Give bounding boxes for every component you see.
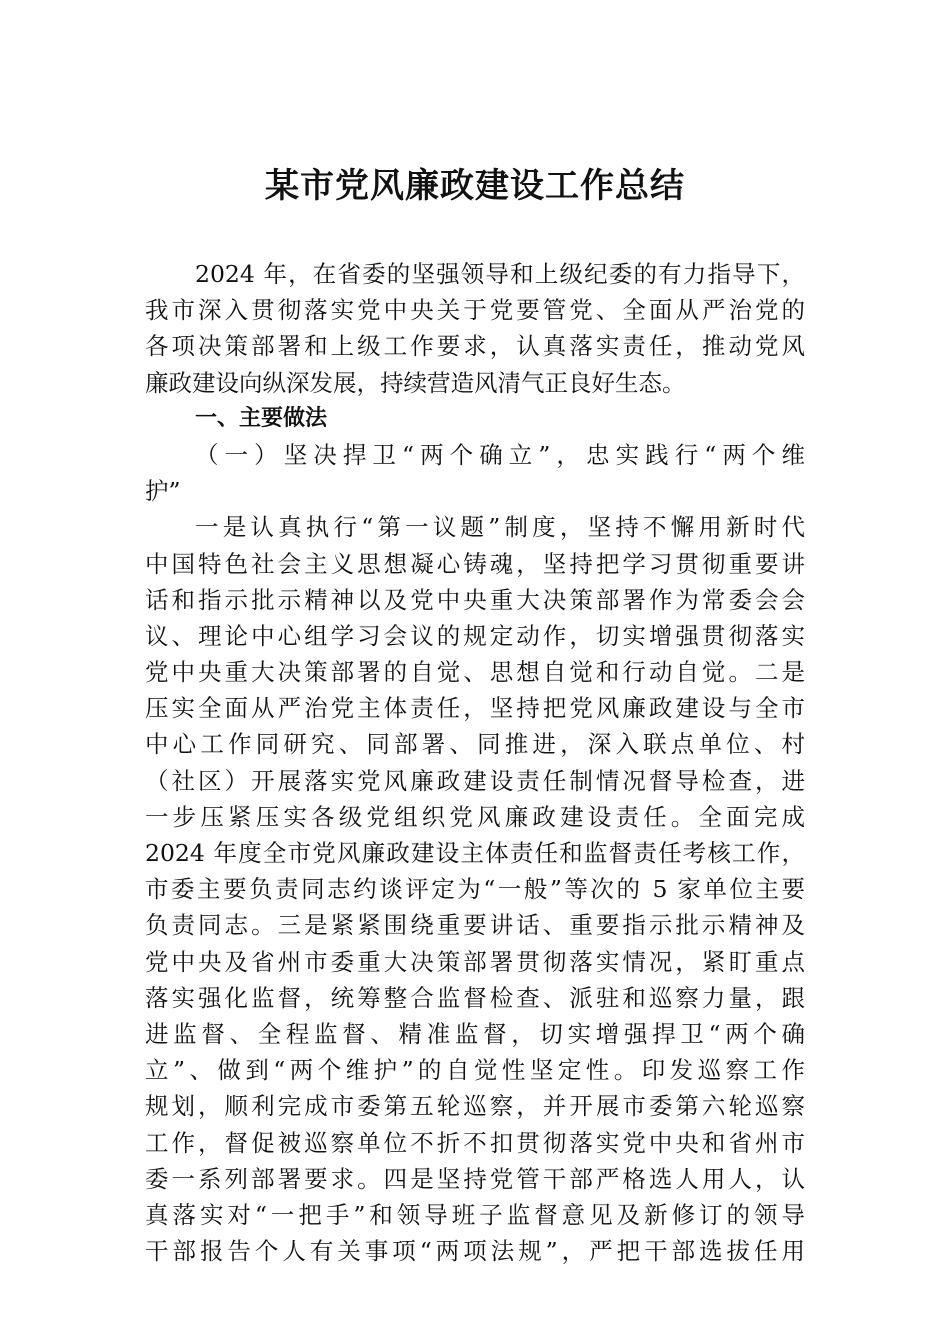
- paragraph-line: 负责同志。三是紧紧围绕重要讲话、重要指示批示精神及: [145, 911, 805, 940]
- paragraph-line: 干部报告个人有关事项“两项法规”，严把干部选拔任用: [145, 1237, 805, 1266]
- paragraph-line: 廉政建设向纵深发展，持续营造风清气正良好生态。: [145, 368, 686, 397]
- paragraph-line: 我市深入贯彻落实党中央关于党要管党、全面从严治党的: [145, 296, 805, 325]
- paragraph-line: 委一系列部署要求。四是坚持党管干部严格选人用人，认: [145, 1164, 805, 1193]
- document-title: 某市党风廉政建设工作总结: [265, 166, 685, 206]
- paragraph-line: 话和指示批示精神以及党中央重大决策部署作为常委会会: [145, 585, 805, 614]
- paragraph-line: 中国特色社会主义思想凝心铸魂，坚持把学习贯彻重要讲: [145, 549, 805, 578]
- paragraph-line: 各项决策部署和上级工作要求，认真落实责任，推动党风: [145, 332, 805, 361]
- paragraph-line: 真落实对“一把手”和领导班子监督意见及新修订的领导: [145, 1200, 805, 1229]
- paragraph-line: 进监督、全程监督、精准监督，切实增强捍卫“两个确: [145, 1019, 805, 1048]
- paragraph-line: 市委主要负责同志约谈评定为“一般”等次的 5 家单位主要: [145, 875, 805, 904]
- paragraph-line: 2024 年度全市党风廉政建设主体责任和监督责任考核工作，: [145, 839, 805, 867]
- paragraph-line: 中心工作同研究、同部署、同推进，深入联点单位、村: [145, 730, 805, 759]
- subsection-heading: 护”: [145, 477, 181, 506]
- paragraph-line: 压实全面从严治党主体责任，坚持把党风廉政建设与全市: [145, 694, 805, 723]
- paragraph-line: 议、理论中心组学习会议的规定动作，切实增强贯彻落实: [145, 621, 805, 650]
- paragraph-line: 落实强化监督，统筹整合监督检查、派驻和巡察力量，跟: [145, 983, 805, 1012]
- paragraph-line: 工作，督促被巡察单位不折不扣贯彻落实党中央和省州市: [145, 1128, 805, 1157]
- paragraph-line: （社区）开展落实党风廉政建设责任制情况督导检查，进: [145, 766, 805, 795]
- paragraph-line: 一是认真执行“第一议题”制度，坚持不懈用新时代: [195, 513, 805, 542]
- document-body: [145, 256, 805, 1269]
- subsection-heading: （一）坚决捍卫“两个确立”，忠实践行“两个维: [195, 440, 805, 469]
- paragraph-line: 一步压紧压实各级党组织党风廉政建设责任。全面完成: [145, 802, 805, 831]
- paragraph-line: 党中央重大决策部署的自觉、思想自觉和行动自觉。二是: [145, 658, 805, 687]
- paragraph-line: 规划，顺利完成市委第五轮巡察，并开展市委第六轮巡察: [145, 1092, 805, 1121]
- paragraph-line: 2024 年，在省委的坚强领导和上级纪委的有力指导下，: [195, 260, 805, 288]
- paragraph-line: 立”、做到“两个维护”的自觉性坚定性。印发巡察工作: [145, 1056, 805, 1085]
- section-heading: 一、主要做法: [195, 405, 328, 431]
- paragraph-line: 党中央及省州市委重大决策部署贯彻落实情况，紧盯重点: [145, 947, 805, 976]
